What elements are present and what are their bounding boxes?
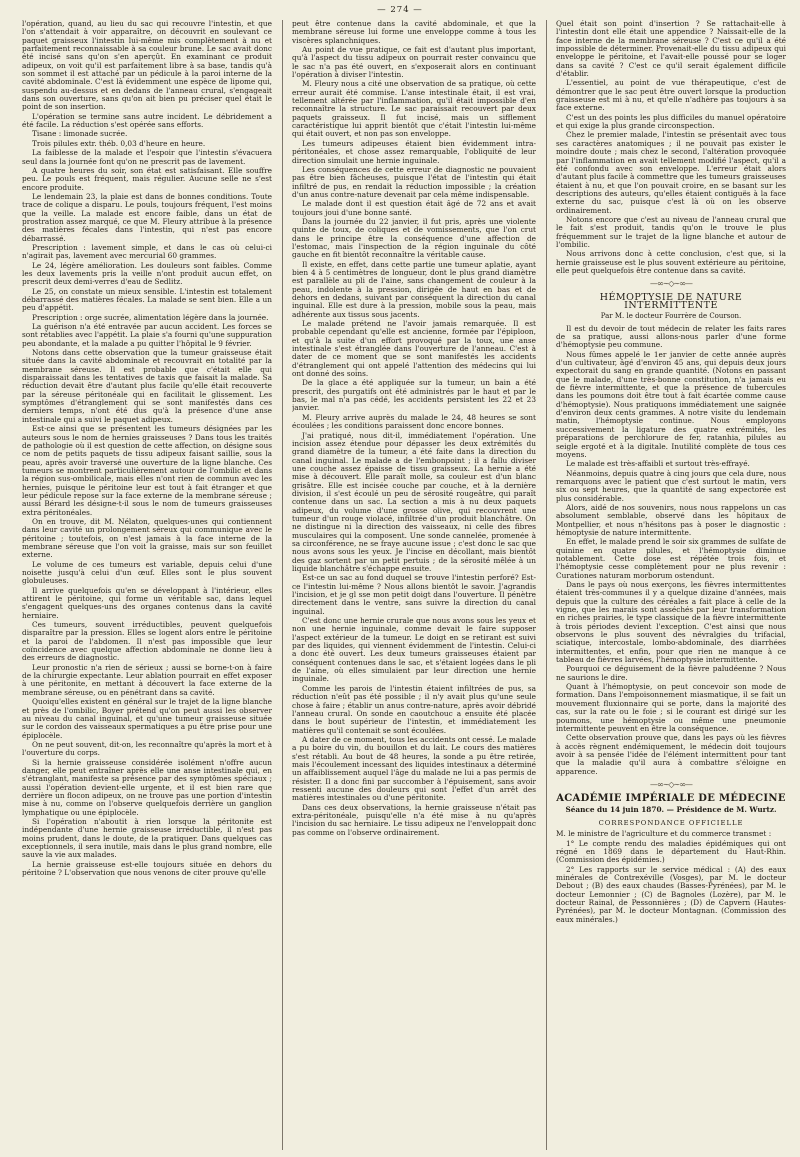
paragraph: Dans ces deux observations, la hernie graisseuse n'était pas extra-péritonéale, puisqu'elle n'a été mise à nu qu'après l'incision du sac herniaire. Le tissu adipeux ne l'enveloppait donc pas comme on l'observe ordinairement. [292,802,536,837]
paragraph: Quant à l'hémoptysie, on peut concevoir son mode de formation. Dans l'empoisonnement miasmatique, il se fait un mouvement fluxionnaire qui se porte, dans la majorité des cas, sur la rate ou le foie ; si le courant est dirigé sur les poumons, une hémoptysie ou même une pneumonie intermittente peuvent en être la conséquence. [556,682,786,733]
paragraph: Le malade dont il est question était âgé de 72 ans et avait toujours joui d'une bonne santé. [292,199,536,217]
paragraph: Les conséquences de cette erreur de diagnostic ne pouvaient pas être bien fâcheuses, puisque l'état de l'intestin qui était infiltré de pus, en rendait la réduction impossible ; la création d'un anus contre-nature devenait par cela même indispensable. [292,164,536,199]
paragraph: 1° Le compte rendu des maladies épidémiques qui ont régné en 1869 dans le département du Haut-Rhin. (Commission des épidémies.) [556,838,786,865]
paragraph: L'opération se termine sans autre incident. Le débridement a été facile. La réduction s'est opérée sans efforts. [22,111,272,130]
paragraph: Si l'opération n'aboutit à rien lorsque la péritonite est indépendante d'une hernie graisseuse irréductible, il n'est pas moins prudent, dans le doute, de la pratiquer. Dans quelques cas exceptionnels, il sera inutile, mais dans le plus grand nombre, elle sauve la vie aux malades. [22,816,272,860]
paragraph: l'opération, quand, au lieu du sac qui recouvre l'intestin, et que l'on s'attendait à voir apparaître, on découvrit en soulevant ce paquet graisseux l'intestin lui-même mis complètement à nu et parfaitement reconnaissable à sa couleur brune. Le sac avait donc été incisé sans qu'on s'en aperçût. En examinant ce produit adipeux, on voit qu'il est parfaitement libre à sa base, tandis qu'à son sommet il est attaché par un pédicule à la paroi interne de la cavité abdominale. C'est là évidemment une espèce de lipome qui, suspendu au-dessus et en dedans de l'anneau crural, s'engageait dans son ouverture, sans qu'on ait bien pu préciser quel était le point de son insertion. [22,20,272,112]
paragraph: C'est un des points les plus difficiles du manuel opératoire et qui exige la plus grande circonspection. [556,112,786,131]
paragraph: Est-ce un sac au fond duquel se trouve l'intestin perforé? Est-ce l'intestin lui-même ? Nous allons bientôt le savoir. J'agrandis l'incision, et je gl sse mon petit doigt dans l'ouverture. Il pénètre directement dans le ventre, sans suivre la direction du canal inguinal. [292,573,536,616]
paragraph: Ces tumeurs, souvent irréductibles, peuvent quelquefois disparaître par la pression. Elles se logent alors entre le péritoine et la paroi de l'abdomen. Il n'est pas impossible que leur coïncidence avec quelque affection abdominale ne donne lieu à des erreurs de diagnostic. [22,620,272,663]
paragraph: M. le ministre de l'agriculture et du commerce transmet : [556,829,772,839]
paragraph: De la glace a été appliquée sur la tumeur, un bain a été prescrit, des purgatifs ont été administrés par le haut et par le bas, le mal n'a pas cédé, les accidents persistent les 22 et 23 janvier. [292,378,536,413]
column-divider [282,20,283,1150]
paragraph: La faiblesse de la malade et l'espoir que l'intestin s'évacuera seul dans la journée font qu'on ne prescrit pas de lavement. [22,148,272,166]
paragraph: Si la hernie graisseuse considérée isolément n'offre aucun danger, elle peut entraîner après elle une anse intestinale qui, en s'étranglant, manifeste sa présence par des symptômes spéciaux ; aussi l'opération devient-elle urgente, et il est bien rare que derrière un flocon adipeux, on ne trouve pas une portion d'intestin mise à nu, comme on l'observe quelquefois derrière un ganglion lymphatique ou une épiplocèle. [22,757,272,817]
paragraph: Le lendemain 23, la plaie est dans de bonnes conditions. Toute trace de colique a disparu. Le pouls, toujours fréquent, l'est moins que la veille. La malade est encore faible, dans un état de prostration assez marqué, ce que M. Fleury attribue à la présence des matières fécales dans l'intestin, qui n'est pas encore débarrassé. [22,191,272,243]
paragraph: Trois pilules extr. théb. 0,03 d'heure en heure. [32,138,206,148]
paragraph: Le volume de ces tumeurs est variable, depuis celui d'une noisette jusqu'à celui d'un œuf. Elles sont le plus souvent globuleuses. [22,559,272,586]
paragraph: Le malade prétend ne l'avoir jamais remarquée. Il est probable cependant qu'elle est ancienne, formée par l'épiploon, et qu'à la suite d'un effort provoqué par la toux, une anse intestinale s'est étranglée dans l'ouverture de l'anneau. C'est à dater de ce moment que se sont manifestés les accidents d'étranglement qui ont appelé l'attention des médecins qui lui ont donné des soins. [292,319,536,379]
section-title: HÉMOPTYSIE DE NATURE INTERMITTENTE [599,291,743,311]
section-ornament: —∞∼◇∼∞— [650,779,692,789]
paragraph: On en trouve, dit M. Nélaton, quelques-unes qui contiennent dans leur cavité un prolongement séreux qui communique avec le péritoine ; toutefois, on n'est jamais à la face interne de la membrane séreuse que l'on voit la graisse, mais sur son feuillet externe. [22,516,272,560]
academy-title: ACADÉMIE IMPÉRIALE DE MÉDECINE [556,793,786,805]
paragraph: Il existe, en effet, dans cette partie une tumeur aplatie, ayant bien 4 à 5 centimètres de longueur, dont le plus grand diamètre est parallèle au pli de l'aine, sans changement de couleur à la peau, indolente à la pression, dirigée de haut en bas et de dehors en dedans, suivant par conséquent la direction du canal inguinal. Elle est dure à la pression, mobile sous la peau, mais adhérente aux tissus sous jacents. [292,259,536,319]
paragraph: Le 25, on constate un mieux sensible. L'intestin est totalement débarrassé des matières fécales. La malade se sent bien. Elle a un peu d'appétit. [22,286,272,313]
paragraph: Nous arrivons donc à cette conclusion, c'est que, si la hernie graisseuse est le plus souvent extérieure au péritoine, elle peut quelquefois être contenue dans sa cavité. [556,249,786,275]
paragraph: Le 24, légère amélioration. Les douleurs sont faibles. Comme les deux lavements pris la veille n'ont produit aucun effet, on prescrit deux demi-verres d'eau de Sedlitz. [22,260,272,287]
paragraph: Il est du devoir de tout médecin de relater les faits rares de sa pratique, aussi allons-nous parler d'une forme d'hémoptysie peu commune. [556,323,786,350]
paragraph: La hernie graisseuse est-elle toujours située en dehors du péritoine ? L'observation que nous venons de citer prouve qu'elle [22,859,272,878]
paragraph: Notons dans cette observation que la tumeur graisseuse était située dans la cavité abdominale et recouvrait en totalité par la membrane séreuse. Il est probable que c'était elle qui disparaissait dans les tentatives de taxis que faisait la malade. Sa réduction devait être d'autant plus facile qu'elle était recouverte par la séreuse péritonéale qui en facilitait le glissement. Les symptômes d'étranglement qui se sont manifestés dans ces derniers temps, n'ont été dus qu'à la présence d'une anse intestinale qui a suivi le paquet adipeux. [22,348,272,424]
correspondance-heading: CORRESPONDANCE OFFICIELLE [598,818,744,827]
paragraph: Leur pronostic n'a rien de sérieux ; aussi se borne-t-on à faire de la chirurgie expectante. Leur ablation pourrait en effet exposer à une péritonite, en mettant à découvert la face externe de la membrane séreuse, ou en pénétrant dans sa cavité. [22,662,272,697]
paragraph: Tisane : limonade sucrée. [32,129,128,139]
paragraph: A dater de ce moment, tous les accidents ont cessé. Le malade a pu boire du vin, du bouillon et du lait. Le cours des matières s'est rétabli. Au bout de 48 heures, la sonde a pu être retirée, mais l'écoulement incessant des liquides intestinaux a déterminé un affaiblissement auquel l'âge du malade ne lui a pas permis de résister. Il a donc fini par succomber à l'épuisement, sans avoir ressenti aucune des douleurs qui sont l'effet d'un arrêt des matières intestinales ou d'une péritonite. [292,734,536,803]
column-middle [292,20,536,1150]
column-divider [546,20,547,1150]
paragraph: Alors, aidé de nos souvenirs, nous nous rappelons un cas absolument semblable, observé dans les hôpitaux de Montpellier, et nous n'hésitons pas à poser le diagnostic : hémoptysie de nature intermittente. [556,502,786,537]
paragraph: Est-ce ainsi que se présentent les tumeurs désignées par les auteurs sous le nom de hernies graisseuses ? Dans tous les traités de pathologie où il est question de cette affection, on désigne sous ce nom de petits paquets de tissu adipeux faisant saillie, sous la peau, après avoir traversé une ouverture de la ligne blanche. Ces tumeurs se montrent particulièrement autour de l'ombilic et dans la région sus-ombilicale, mais elles n'ont rien de commun avec les hernies, puisque le péritoine leur est tout à fait étranger et que leur pédicule repose sur la face externe de la membrane séreuse ; aussi Bérard les désigne-t-il sous le nom de tumeurs graisseuses extra péritonéales. [22,424,272,517]
column-right [556,20,786,1150]
paragraph: La guérison n'a été entravée par aucun accident. Les forces se sont rétablies avec l'appétit. La plaie s'a fourni qu'une suppuration peu abondante, et la malade a pu quitter l'hôpital le 9 février. [22,322,272,348]
paragraph: peut être contenue dans la cavité abdominale, et que la membrane séreuse lui forme une enveloppe comme à tous les viscères splanchniques. [292,20,536,45]
paragraph: Il arrive quelquefois qu'en se développant à l'intérieur, elles attirent le péritoine, qui forme un véritable sac, dans lequel s'engagent quelques-uns des organes contenus dans la cavité herniaire. [22,585,272,620]
paragraph: Dans la journée du 22 janvier, il fut pris, après une violente quinte de toux, de coliques et de vomissements, que l'on crut dans le principe être la conséquence d'une affection de l'estomac, mais l'inspection de la région inguinale du côté gauche en fit bientôt reconnaître la véritable cause. [292,216,536,260]
paragraph: Prescription : lavement simple, et dans le cas où celui-ci n'agirait pas, lavement avec mercurial 60 grammes. [22,242,272,261]
paragraph: A quatre heures du soir, son état est satisfaisant. Elle souffre peu. Le pouls est fréquent, mais régulier. Aucune selle ne s'est encore produite. [22,165,272,192]
column-left [22,20,272,1150]
paragraph: Quel était son point d'insertion ? Se rattachait-elle à l'intestin dont elle était une appendice ? Naissait-elle de la face interne de la membrane séreuse ? C'est ce qu'il a été impossible de déterminer. Provenait-elle du tissu adipeux qui enveloppe le péritoine, et l'avait-elle poussé pour se loger dans sa cavité ? C'est ce qu'il serait également difficile d'établir. [556,20,786,79]
paragraph: Le malade est très-affaibli et surtout très-effrayé. [566,459,750,469]
author-byline: Par M. le docteur Fourrère de Courson. [600,312,742,321]
paragraph: En effet, le malade prend le soir six grammes de sulfate de quinine en quatre pilules, et l'hémoptysie diminue notablement. Cette dose est répétée trois fois, et l'hémoptysie cesse complètement pour ne plus revenir : Curationes naturam morborum ostendunt. [556,537,786,580]
paragraph: Cette observation prouve que, dans les pays où les fièvres à accès règnent endémiquement, le médecin doit toujours avoir à sa pensée l'idée de l'élément intermittent pour tant que la maladie qu'il aura à combattre s'éloigne en apparence. [556,733,786,776]
paragraph: On ne peut souvent, dit-on, les reconnaître qu'après la mort et à l'ouverture du corps. [22,739,272,758]
paragraph: Dans le pays où nous exerçons, les fièvres intermittentes étaient très-communes il y a quelque dizaine d'années, mais depuis que la culture des céréales a fait place à celle de la vigne, que les marais sont asséchés par leur transformation en riches prairies, le type classique de la fièvre intermittente à trois périodes devient l'exception. C'est ainsi que nous observons le plus souvent des névralgies du trifacial, sciatique, intercostale, lombo-abdominale, des diarrhées intermittentes, et enfin, pour que rien ne manque à ce tableau de fièvres larvées, l'hémoptysie intermittente. [556,580,786,665]
paragraph: Comme les parois de l'intestin étaient infiltrées de pus, sa réduction n'eût pas été possible ; il n'y avait plus qu'une seule chose à faire ; établir un anus contre-nature, après avoir débridé l'anneau crural. On sonde en caoutchouc a ensuite été placée dans le bout supérieur de l'intestin, et immédiatement les matières qu'il contenait se sont écoulées. [292,683,536,735]
paragraph: M. Fleury arrive auprès du malade le 24, 48 heures se sont écoulées ; les conditions paraissent donc encore bonnes. [292,412,536,431]
section-ornament: —∞∼◇∼∞— [650,279,692,289]
paragraph: Les tumeurs adipeuses étaient bien évidemment intra-péritonéales, et chose assez remarquable, l'obliquité de leur direction simulait une hernie inguinale. [292,138,536,165]
paragraph: M. Fleury nous a cité une observation de sa pratique, où cette erreur aurait été commise. L'anse intestinale était, il est vrai, tellement altérée par l'inflammation, qu'il était impossible d'en reconnaître la structure. Le sac paraissait recouvert par deux paquets graisseux. Il fut incisé, mais un sifflement caractéristique lui apprit bientôt que c'était l'intestin lui-même qui était ouvert, et non pas son enveloppe. [292,79,536,139]
paragraph: Néanmoins, depuis quatre à cinq jours que cela dure, nous remarquons avec le patient que c'est surtout le matin, vers six ou sept heures, que la quantité de sang expectorée est plus considérable. [556,468,786,503]
paragraph: L'essentiel, au point de vue thérapeutique, c'est de démontrer que le sac peut être ouvert lorsque la production graisseuse est mi à nu, et qu'elle n'adhère pas toujours à sa face externe. [556,78,786,113]
paragraph: Prescription : orge sucrée, alimentation légère dans la journée. [32,312,269,322]
paragraph: J'ai pratiqué, nous dit-il, immédiatement l'opération. Une incision assez étendue pour dépasser les deux extrémités du grand diamètre de la tumeur, a été faite dans la direction du canal inguinal. Le malade a de l'embonpoint ; il a fallu diviser une couche assez épaisse de tissu graisseux. La hernie a été mise à découvert. Elle paraît molle, sa couleur est d'un blanc grisâtre. Elle est incisée couche par couche, et à la dernière division, il s'est écoulé un peu de sérosité rougeâtre, qui paraît contenue dans un sac. La section a mis à nu deux paquets adipeux, du volume d'une grosse olive, qui recouvrent une tumeur d'un rouge violacé, infiltrée d'un produit blanchâtre. On ne distingue ni la direction des vaisseaux, ni celle des fibres musculaires qui la composent. Une sonde cannelée, promenée à sa circonférence, ne se fraye aucune issue ; c'est donc le sac que nous avons sous les yeux. Je l'incise en décollant, mais bientôt des gaz sortent par un petit pertuis ; de la sérosité mêlée à un liquide blanchâtre s'échappe ensuite. [292,430,536,573]
paragraph: 2° Les rapports sur le service médical : (A) des eaux minérales de Contrexéville (Vosges), par M. le docteur Debout ; (B) des eaux chaudes (Basses-Pyrénées), par M. le docteur Lemonnier ; (C) de Bagnoles (Lozère), par M. le docteur Rainal, de Pessonnières ; (D) de Capvern (Hautes-Pyrénées), par M. le docteur Montagnan. (Commission des eaux minérales.) [556,864,786,924]
page-number: — 274 — [377,5,423,15]
paragraph: Chez le premier malade, l'intestin se présentait avec tous ses caractères anatomiques ; il ne pouvait pas exister le moindre doute ; mais chez le second, l'altération provoquée par l'inflammation en avait tellement modifié l'aspect, qu'il a été confondu avec son enveloppe. L'erreur était alors d'autant plus facile à commettre que les tumeurs graisseuses étaient à nu, et que l'on pouvait croire, en se basant sur les descriptions des auteurs, qu'elles étaient contiguës à la face externe du sac, puisque c'est là où on les observe ordinairement. [556,130,786,215]
paragraph: Quoiqu'elles existent en général sur le trajet de la ligne blanche et près de l'ombilic, Boyer prétend qu'on peut aussi les observer au niveau du canal inguinal, et qu'une tumeur graisseuse située sur le cordon des vaisseaux spermatiques a pu être prise pour une épiplocèle. [22,697,272,740]
session-line: Séance du 14 juin 1870. — Présidence de M. Wurtz. [565,804,777,814]
paragraph: Pourquoi ce déguisement de la fièvre paludéenne ? Nous ne saurions le dire. [556,664,786,682]
paragraph: Notons encore que c'est au niveau de l'anneau crural que le fait s'est produit, tandis qu'on le trouve le plus fréquemment sur le trajet de la ligne blanche et autour de l'ombilic. [556,214,786,249]
paragraph: Au point de vue pratique, ce fait est d'autant plus important, qu'à l'aspect du tissu adipeux on pourrait rester convaincu que le sac n'a pas été ouvert, en s'exposerait alors en continuant l'opération à diviser l'intestin. [292,45,536,80]
paragraph: Nous fûmes appelé le 1er janvier de cette année auprès d'un cultivateur, âgé d'environ 45 ans, qui depuis deux jours expectorait du sang en grande quantité. (Notons en passant que le malade, d'une très-bonne constitution, n'a jamais eu de fièvre intermittente, et que la présence de tubercules dans les poumons doit être tout à fait écartée comme cause d'hémoptysie). Nous pratiquons immédiatement une saignée d'environ deux cents grammes. A notre visite du lendemain matin, l'hémoptysie continue. Nous employons successivement la ligature des quatre extrémités, les préparations de perchlorure de fer, ratanhia, pilules au seigle ergoté et à la digitale. Inutilité complète de tous ces moyens. [556,349,786,459]
paragraph: C'est donc une hernie crurale que nous avons sous les yeux et non une hernie inguinale, comme devait le faire supposer l'aspect extérieur de la tumeur. Le doigt en se retirant est suivi par des liquides, qui viennent évidemment de l'intestin. Celui-ci a donc été ouvert. Les deux tumeurs graisseuses étaient par conséquent contenues dans le sac, et s'étaient logées dans le pli de l'aine, où elles simulaient par leur direction une hernie inguinale. [292,616,536,684]
